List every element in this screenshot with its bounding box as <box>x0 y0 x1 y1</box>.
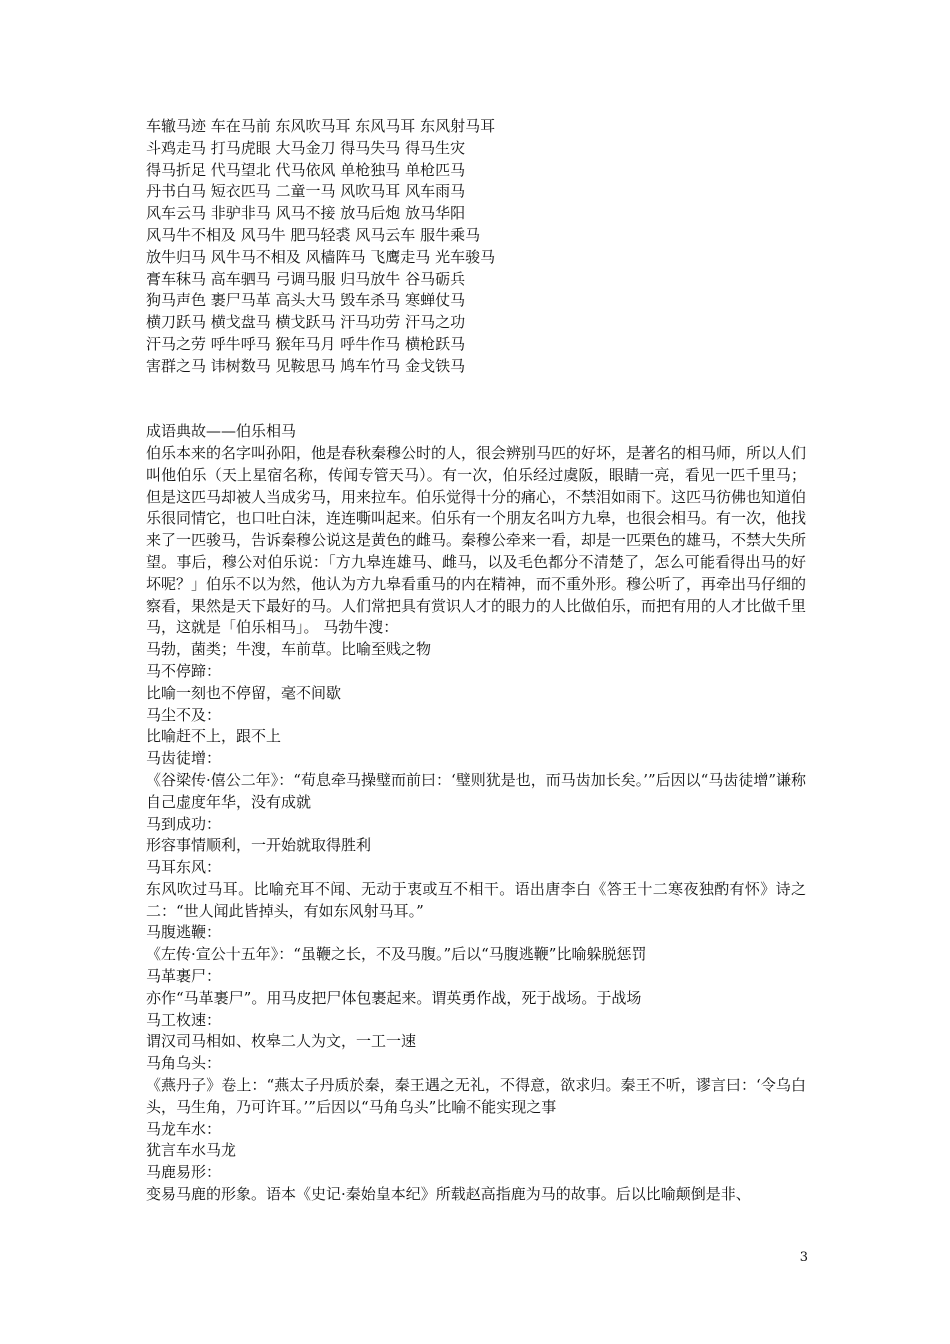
definition-term: 马腹逃鞭： <box>146 923 222 942</box>
page-content <box>146 116 806 1206</box>
definition-list <box>146 639 806 1206</box>
idiom-line: 狗马声色 裹尸马革 高头大马 毁车杀马 寒蝉仗马 <box>146 291 466 310</box>
definition-term: 马龙车水： <box>146 1119 222 1138</box>
definition-text: 比喻一刻也不停留，毫不间歇 <box>146 683 342 702</box>
idiom-line: 风车云马 非驴非马 风马不接 放马后炮 放马华阳 <box>146 204 466 223</box>
idiom-line: 汗马之劳 呼牛呼马 猴年马月 呼牛作马 横枪跃马 <box>146 334 466 353</box>
idiom-list <box>146 116 806 378</box>
definition-term: 马齿徒增： <box>146 749 222 768</box>
definition-term: 马尘不及： <box>146 705 222 724</box>
definition-term: 马到成功： <box>146 814 222 833</box>
idiom-line: 风马牛不相及 风马牛 肥马轻裘 风马云车 服牛乘马 <box>146 225 481 244</box>
definition-text: 东风吹过马耳。比喻充耳不闻、无动于衷或互不相干。语出唐李白《答王十二寒夜独酌有怀》诗之二：“世人闻此皆掉头，有如东风射马耳。” <box>146 879 806 920</box>
definition-text: 亦作“马革裹尸”。用马皮把尸体包裹起来。谓英勇作战，死于战场。于战场 <box>146 988 642 1007</box>
definition-text: 谓汉司马相如、枚皋二人为文，一工一速 <box>146 1032 417 1051</box>
definition-term: 马鹿易形： <box>146 1163 222 1182</box>
idiom-line: 车辙马迹 车在马前 东风吹马耳 东风马耳 东风射马耳 <box>146 117 496 135</box>
idiom-line: 斗鸡走马 打马虎眼 大马金刀 得马失马 得马生灾 <box>146 138 466 157</box>
definition-text: 形容事情顺利，一开始就取得胜利 <box>146 836 372 855</box>
section-gap <box>146 378 806 422</box>
story-heading: 成语典故——伯乐相马 <box>146 422 297 441</box>
idiom-line: 膏车秣马 高车驷马 弓调马服 归马放牛 谷马砺兵 <box>146 269 466 288</box>
definition-text: 《谷梁传·僖公二年》：“荀息牵马操璧而前曰：‘璧则犹是也，而马齿加长矣。’”后因以“马齿徒增”谦称自己虚度年华，没有成就 <box>146 770 806 811</box>
definition-text: 《燕丹子》卷上：“燕太子丹质於秦，秦王遇之无礼，不得意，欲求归。秦王不听，谬言曰：‘令乌白头，马生角，乃可许耳。’”后因以“马角乌头”比喻不能实现之事 <box>146 1076 806 1116</box>
definition-text: 犹言车水马龙 <box>146 1141 237 1160</box>
idiom-line: 得马折足 代马望北 代马依风 单枪独马 单枪匹马 <box>146 160 466 179</box>
page-number: 3 <box>799 1250 808 1265</box>
definition-term: 马角乌头： <box>146 1054 222 1073</box>
definition-text: 马勃，菌类；牛溲，车前草。比喻至贱之物 <box>146 640 432 659</box>
definition-term: 马不停蹄： <box>146 661 222 680</box>
definition-term: 马工枚速： <box>146 1010 222 1029</box>
idiom-line: 害群之马 讳树数马 见鞍思马 鸠车竹马 金戈铁马 <box>146 356 466 375</box>
definition-text: 《左传·宣公十五年》：“虽鞭之长，不及马腹。”后以“马腹逃鞭”比喻躲脱惩罚 <box>146 945 647 964</box>
story-body: 伯乐本来的名字叫孙阳，他是春秋秦穆公时的人，很会辨别马匹的好坏，是著名的相马师，所以人们叫他伯乐（天上星宿名称，传闻专管天马）。有一次，伯乐经过虞阪，眼睛一亮，看见一匹千里马；但是这匹马却被人当成劣马，用来拉车。伯乐觉得十分的痛心，不禁泪如雨下。这匹马彷佛也知道伯乐很同情它，也口吐白沫，连连嘶叫起来。伯乐有一个朋友名叫方九皋，也很会相马。有一次，他找来了一匹骏马，告诉秦穆公说这是黄色的雌马。秦穆公牵来一看，却是一匹栗色的雄马，不禁大失所望。事后，穆公对伯乐说：「方九皋连雄马、雌马，以及毛色都分不清楚了，怎么可能看得出马的好坏呢？」伯乐不以为然，他认为方九皋看重马的内在精神，而不重外形。穆公听了，再牵出马仔细的察看，果然是天下最好的马。人们常把具有赏识人才的眼力的人比做伯乐，而把有用的人才比做千里马，这就是「伯乐相马」。 马勃牛溲： <box>146 443 807 637</box>
definition-term: 马耳东风： <box>146 858 222 877</box>
idiom-line: 丹书白马 短衣匹马 二童一马 风吹马耳 风车雨马 <box>146 182 466 201</box>
idiom-line: 横刀跃马 横戈盘马 横戈跃马 汗马功劳 汗马之功 <box>146 313 466 332</box>
definition-term: 马革裹尸： <box>146 967 222 986</box>
definition-text: 比喻赶不上，跟不上 <box>146 727 282 746</box>
idiom-line: 放牛归马 风牛马不相及 风樯阵马 飞鹰走马 光车骏马 <box>146 247 496 266</box>
definition-text: 变易马鹿的形象。语本《史记·秦始皇本纪》所载赵高指鹿为马的故事。后以比喻颠倒是非、 <box>146 1185 751 1204</box>
